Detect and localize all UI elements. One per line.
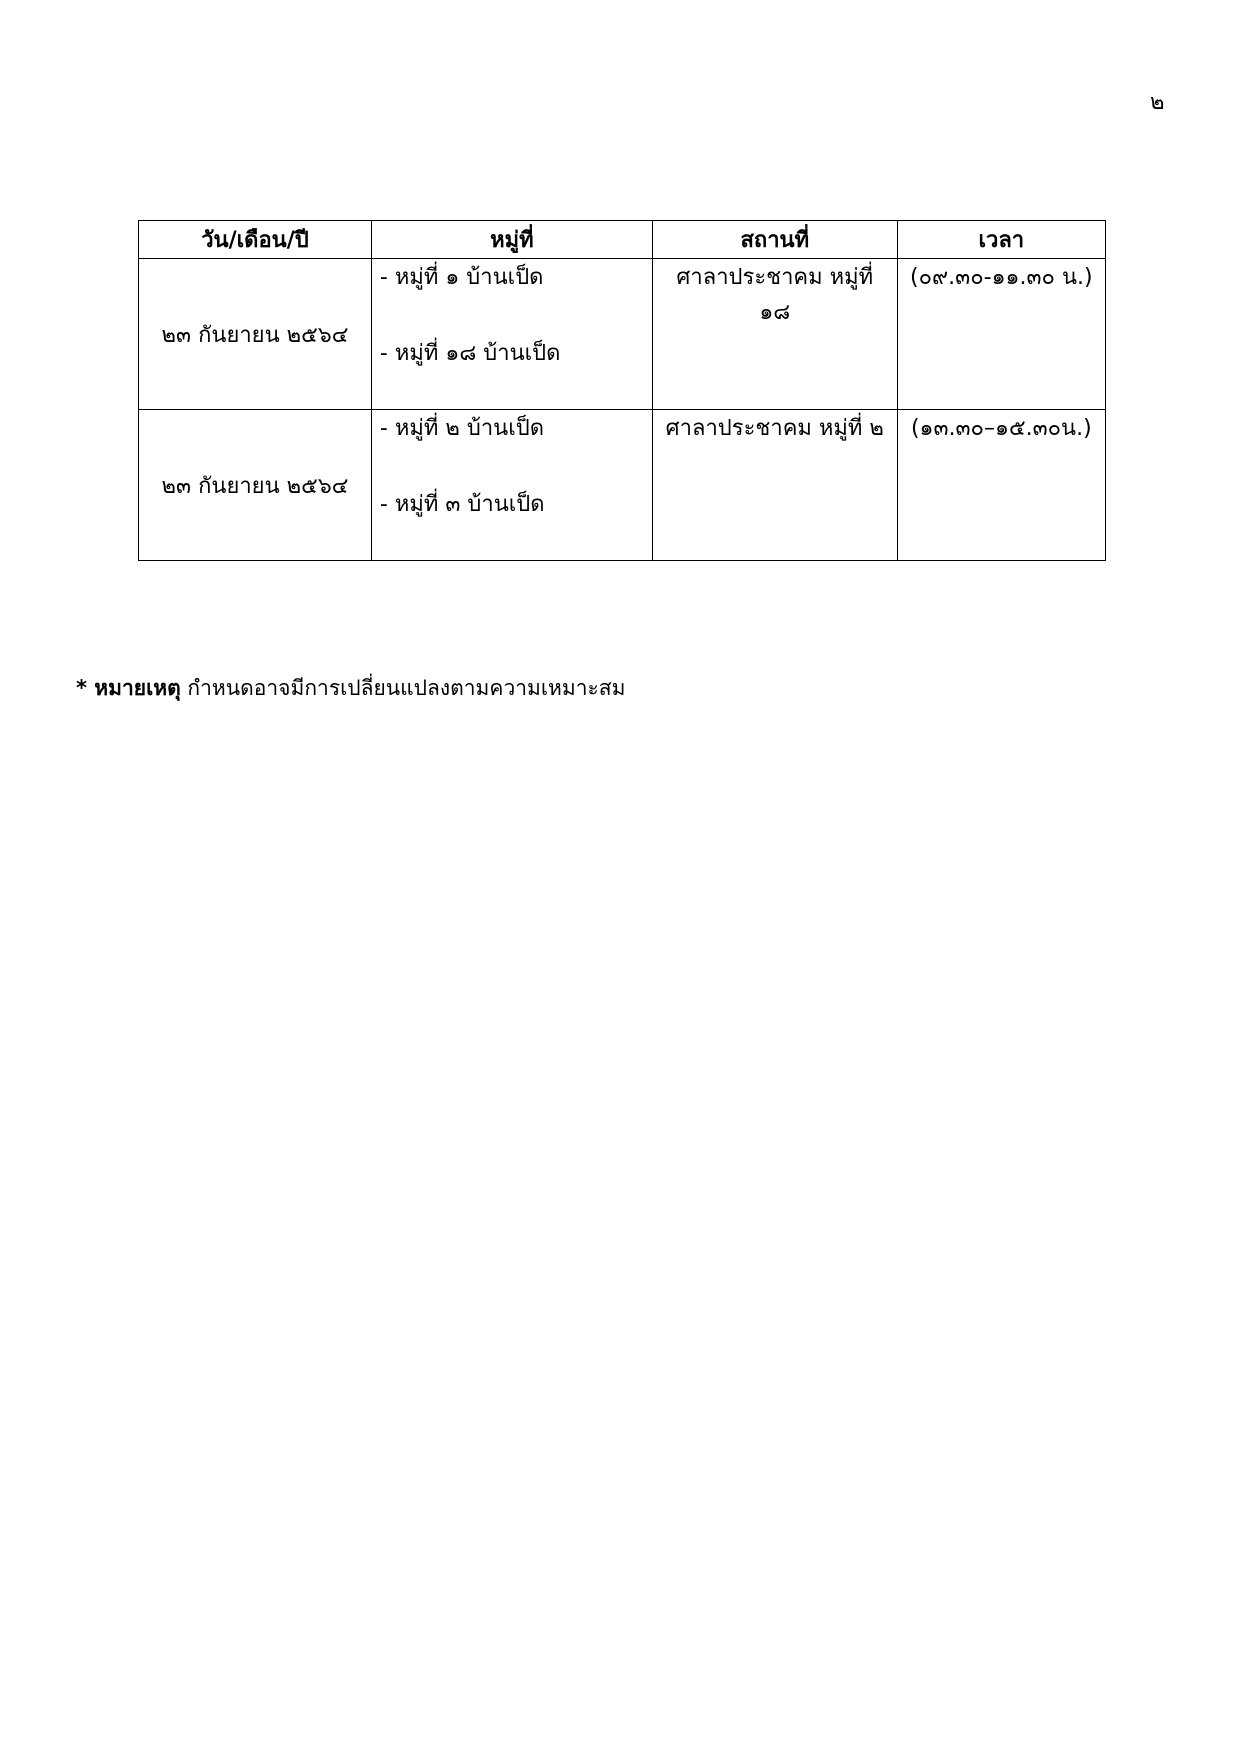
place-cell: ศาลาประชาคม หมู่ที่ ๒ (652, 410, 897, 561)
table-row (139, 410, 1106, 561)
note-label: * หมายเหตุ (76, 676, 181, 700)
header-time: เวลา (897, 221, 1105, 259)
schedule-table (138, 220, 1106, 561)
village-item: - หมู่ที่ ๑๘ บ้านเป็ด (379, 341, 561, 366)
village-cell (371, 259, 652, 410)
table-header-row (139, 221, 1106, 259)
header-village: หมู่ที่ (371, 221, 652, 259)
village-item: - หมู่ที่ ๒ บ้านเป็ด (379, 416, 544, 441)
place-cell: ศาลาประชาคม หมู่ที่ ๑๘ (652, 259, 897, 410)
time-cell: (๑๓.๓๐–๑๕.๓๐น.) (897, 410, 1105, 561)
village-item: - หมู่ที่ ๑ บ้านเป็ด (379, 265, 544, 290)
date-cell: ๒๓ กันยายน ๒๕๖๔ (139, 259, 372, 410)
page-number: ๒ (1150, 90, 1165, 115)
date-cell: ๒๓ กันยายน ๒๕๖๔ (139, 410, 372, 561)
note (76, 672, 625, 705)
time-cell: (๐๙.๓๐-๑๑.๓๐ น.) (897, 259, 1105, 410)
header-date: วัน/เดือน/ปี (139, 221, 372, 259)
header-place: สถานที่ (652, 221, 897, 259)
village-cell (371, 410, 652, 561)
village-item: - หมู่ที่ ๓ บ้านเป็ด (379, 492, 545, 517)
table-row (139, 259, 1106, 410)
note-text: กำหนดอาจมีการเปลี่ยนแปลงตามความเหมาะสม (187, 676, 626, 700)
